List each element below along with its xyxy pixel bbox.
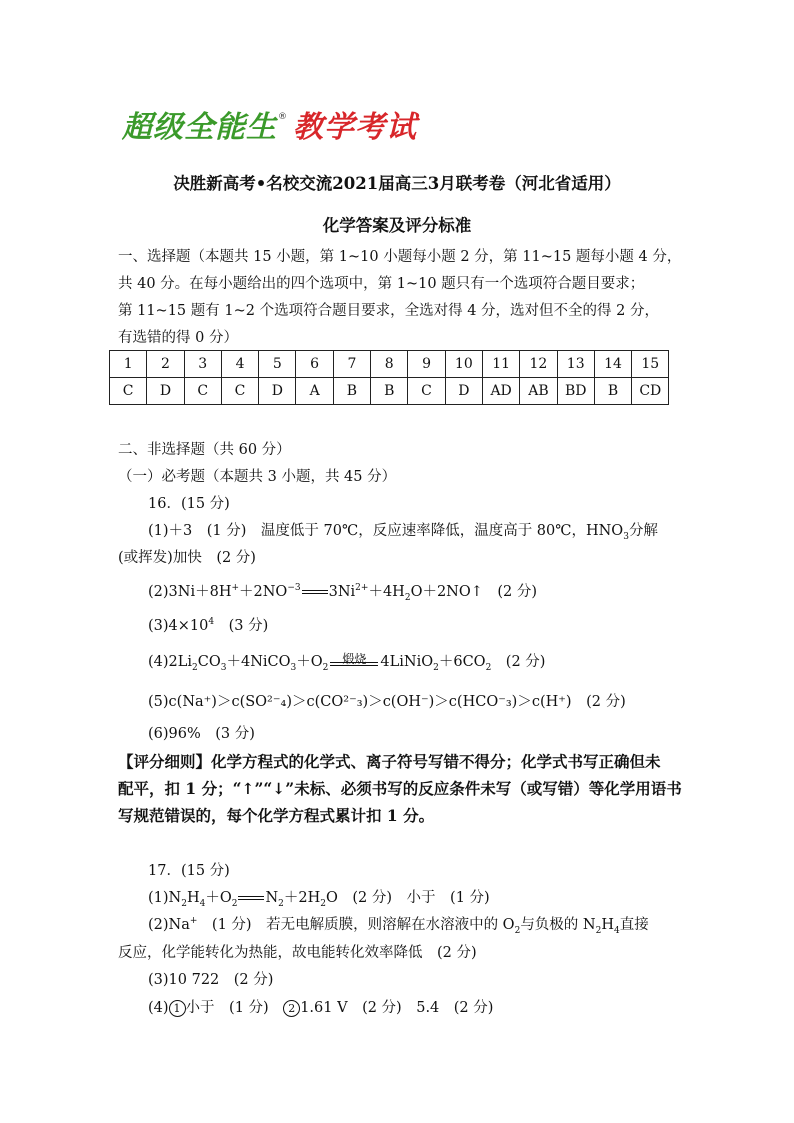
section1-line-3: 第 11~15 题有 1~2 个选项符合题目要求，全选对得 4 分，选对但不全的得 2 分， (118, 303, 659, 319)
table-cell: 10 (445, 351, 482, 378)
table-cell: AD (482, 378, 519, 405)
q17-line-3: 反应，化学能转化为热能，故电能转化效率降低 (2 分) (118, 945, 477, 961)
table-cell: 14 (594, 351, 631, 378)
table-cell: 6 (296, 351, 333, 378)
document-subtitle: 化学答案及评分标准 (322, 216, 472, 235)
equals-sign (302, 590, 328, 594)
q16-line-5: (5)c(Na⁺)＞c(SO²⁻₄)＞c(CO²⁻₃)＞c(OH⁻)＞c(HCO⁻₃)＞c(H⁺) (2 分) (148, 694, 626, 710)
table-cell: 8 (371, 351, 408, 378)
table-cell: 12 (520, 351, 557, 378)
q16-line-6: (6)96% (3 分) (148, 726, 255, 742)
logo (122, 110, 417, 146)
logo-green-text: 超级全能生 (122, 110, 277, 145)
table-cell: D (147, 378, 184, 405)
q17-line-4: (3)10 722 (2 分) (148, 972, 274, 988)
answer-table (109, 350, 669, 405)
q16-header: 16．(15 分) (148, 496, 230, 512)
document-title: 决胜新高考•名校交流2021届高三3月联考卷（河北省适用） (173, 174, 621, 193)
table-cell: 11 (482, 351, 519, 378)
rules-line-2: 配平，扣 1 分；“↑”“↓”未标、必须书写的反应条件未写（或写错）等化学用语书 (118, 779, 682, 798)
table-cell: 13 (557, 351, 594, 378)
logo-red-text: 教学考试 (293, 110, 417, 145)
table-cell: 4 (221, 351, 258, 378)
q17-line-1: $(1)N_2H_4+O_2$ $N_2+2H_2O$ (2 分) 小于 (1 分) (148, 890, 490, 909)
table-cell: B (333, 378, 370, 405)
table-cell: D (259, 378, 296, 405)
q16-equation-4: $(4)2Li_2CO_3+4NiCO_3+O_2$ 煅烧 $4LiNiO_2+6CO_2$ (2 分) (148, 652, 546, 673)
table-cell: D (445, 378, 482, 405)
q16-equation-2: $(2)3Ni+8H^++2NO^{-3}$ $3Ni^{2+}+4H_2O+2NO↑$ (2 分) (148, 583, 538, 603)
q17-header: 17．(15 分) (148, 863, 230, 879)
table-cell: CD (632, 378, 669, 405)
circled-number-1: 1 (169, 1000, 186, 1017)
q17-line-2: (2)Na+ (1 分) 若无电解质膜，则溶解在水溶液中的 $O_2$与负极的 $N_2H_4$直接 (148, 916, 649, 936)
table-cell: B (594, 378, 631, 405)
q16-line-1: (1)＋3 (1 分) 温度低于 70℃，反应速率降低，温度高于 80℃，$HNO_3$分解 (148, 523, 658, 542)
section2-heading: 二、非选择题（共 60 分） (118, 442, 291, 458)
section1-line-2: 共 40 分。在每小题给出的四个选项中，第 1~10 题只有一个选项符合题目要求； (118, 276, 645, 292)
table-cell: C (110, 378, 147, 405)
table-cell: 1 (110, 351, 147, 378)
table-cell: C (408, 378, 445, 405)
circled-number-2: 2 (283, 1000, 300, 1017)
rules-line-1: 【评分细则】化学方程式的化学式、离子符号写错不得分；化学式书写正确但未 (118, 752, 661, 771)
table-cell: 9 (408, 351, 445, 378)
rules-line-3: 写规范错误的，每个化学方程式累计扣 1 分。 (118, 806, 435, 825)
table-cell: 3 (184, 351, 221, 378)
q17-line-5: (4) 1 小于 (1 分) 2 1.61 V (2 分) 5.4 (2 分) (148, 1000, 494, 1016)
table-cell: 2 (147, 351, 184, 378)
table-cell: 5 (259, 351, 296, 378)
section2-subheading: （一）必考题（本题共 3 小题，共 45 分） (118, 469, 397, 485)
q16-line-3: $(3)4\times 10^4$ (3 分) (148, 617, 269, 634)
table-cell: A (296, 378, 333, 405)
table-cell: C (221, 378, 258, 405)
table-cell: C (184, 378, 221, 405)
section1-line-4: 有选错的得 0 分） (118, 330, 238, 346)
equals-sign (238, 896, 264, 900)
table-cell: 15 (632, 351, 669, 378)
table-row-numbers (110, 351, 669, 378)
table-cell: AB (520, 378, 557, 405)
table-cell: BD (557, 378, 594, 405)
section1-line-1: 一、选择题（本题共 15 小题，第 1~10 小题每小题 2 分，第 11~15 题每小题 4 分， (118, 249, 682, 265)
table-row-answers (110, 378, 669, 405)
table-cell: B (371, 378, 408, 405)
registered-mark: ® (278, 112, 287, 122)
table-cell: 7 (333, 351, 370, 378)
q16-line-2: (或挥发)加快 (2 分) (118, 550, 256, 566)
